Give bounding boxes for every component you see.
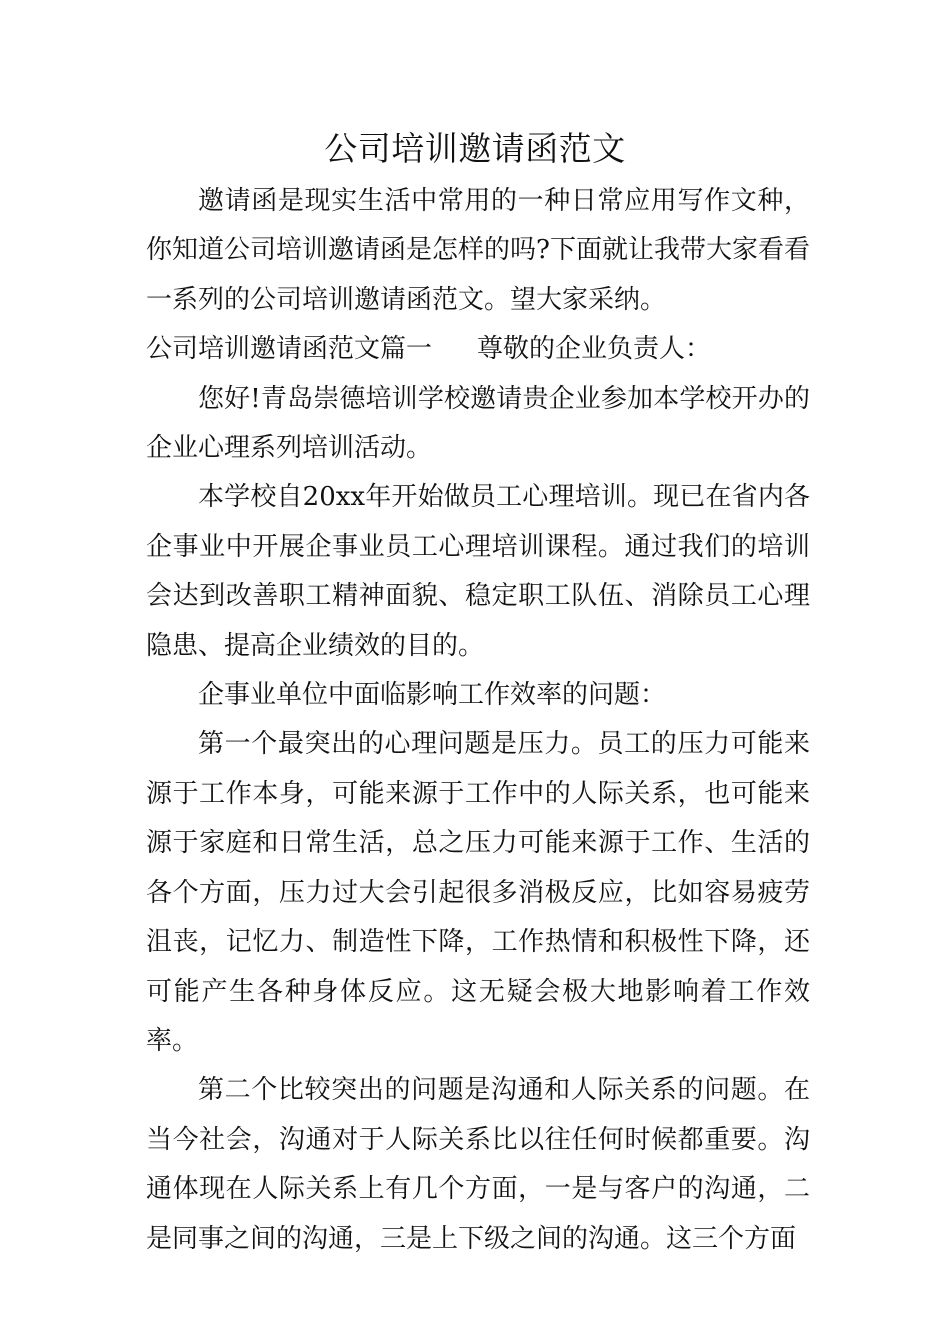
body-paragraph-greeting: 您好!青岛崇德培训学校邀请贵企业参加本学校开办的企业心理系列培训活动。: [146, 383, 810, 464]
body-paragraph-communication: 第二个比较突出的问题是沟通和人际关系的问题。在当今社会，沟通对于人际关系比以往任何时候都重要。沟通体现在人际关系上有几个方面，一是与客户的沟通，二是同事之间的沟通，三是上下级之间的沟通。这三个方面: [146, 1075, 810, 1254]
section-heading: 公司培训邀请函范文篇一: [146, 334, 433, 365]
body-paragraph-school-intro: 本学校自20xx年开始做员工心理培训。现已在省内各企事业中开展企事业员工心理培训课程。通过我们的培训会达到改善职工精神面貌、稳定职工队伍、消除员工心理隐患、提高企业绩效的目的。: [146, 482, 810, 661]
section-heading-line: [146, 325, 810, 374]
document-body: [146, 177, 810, 1264]
body-paragraph-problems-heading: 企事业单位中面临影响工作效率的问题：: [198, 680, 667, 711]
document-title: 公司培训邀请函范文: [324, 129, 626, 168]
body-paragraph-pressure: 第一个最突出的心理问题是压力。员工的压力可能来源于工作本身，可能来源于工作中的人际关系，也可能来源于家庭和日常生活，总之压力可能来源于工作、生活的各个方面，压力过大会引起很多消极反应，比如容易疲劳沮丧，记忆力、制造性下降，工作热情和积极性下降，还可能产生各种身体反应。这无疑会极大地影响着工作效率。: [146, 729, 810, 1056]
intro-paragraph: 邀请函是现实生活中常用的一种日常应用写作文种，你知道公司培训邀请函是怎样的吗?下面就让我带大家看看一系列的公司培训邀请函范文。望大家采纳。: [146, 186, 810, 315]
salutation: 尊敬的企业负责人：: [477, 334, 712, 365]
